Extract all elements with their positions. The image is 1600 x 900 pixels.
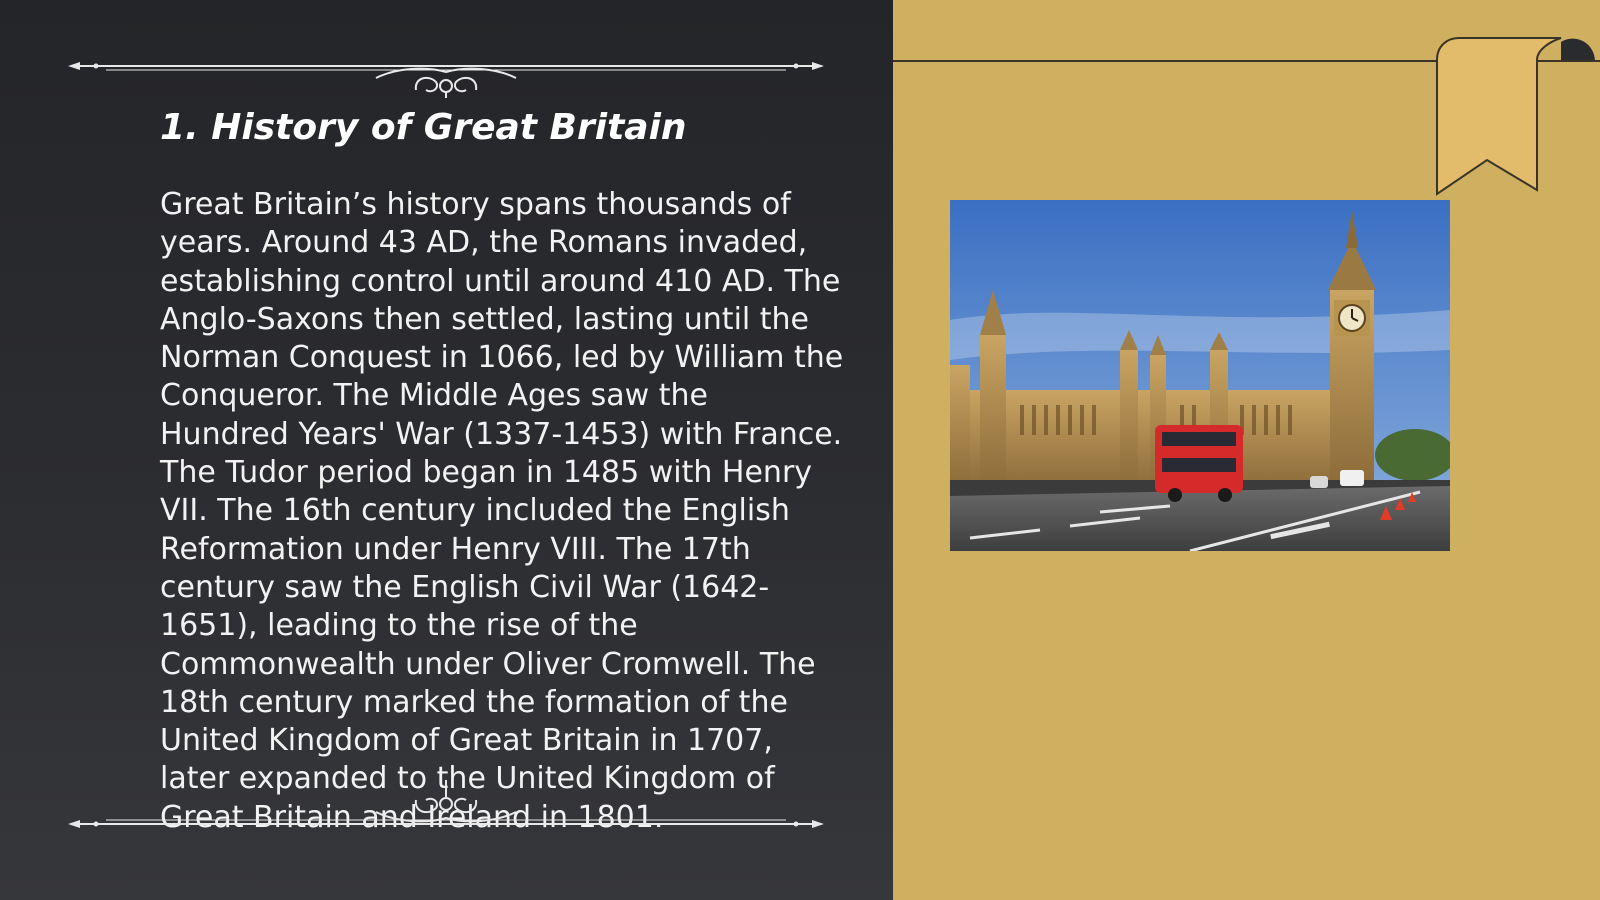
bookmark-ribbon-icon (1433, 34, 1598, 199)
slide-title: 1. History of Great Britain (160, 107, 687, 148)
scroll-divider-icon (66, 770, 826, 830)
slide-body-text: Great Britain’s history spans thousands of years. Around 43 AD, the Romans invaded, establishing control until around 410 AD. The Anglo-Saxons then settled, lasting until the Norman Conquest in 1066, led by William the Conqueror. The Middle Ages saw the Hundred Years' War (1337-1453) with France. The Tudor period began in 1485 with Henry VII. The 16th century included the English Reformation under Henry VIII. The 17th century saw the English Civil War (1642-1651), leading to the rise of the Commonwealth under Oliver Cromwell. The 18th century marked the formation of the United Kingdom of Great Britain in 1707, later expanded to the United Kingdom of Great Britain and Ireland in 1801. (160, 187, 844, 835)
westminster-big-ben-photo (950, 200, 1450, 551)
scroll-divider-icon (66, 38, 826, 98)
